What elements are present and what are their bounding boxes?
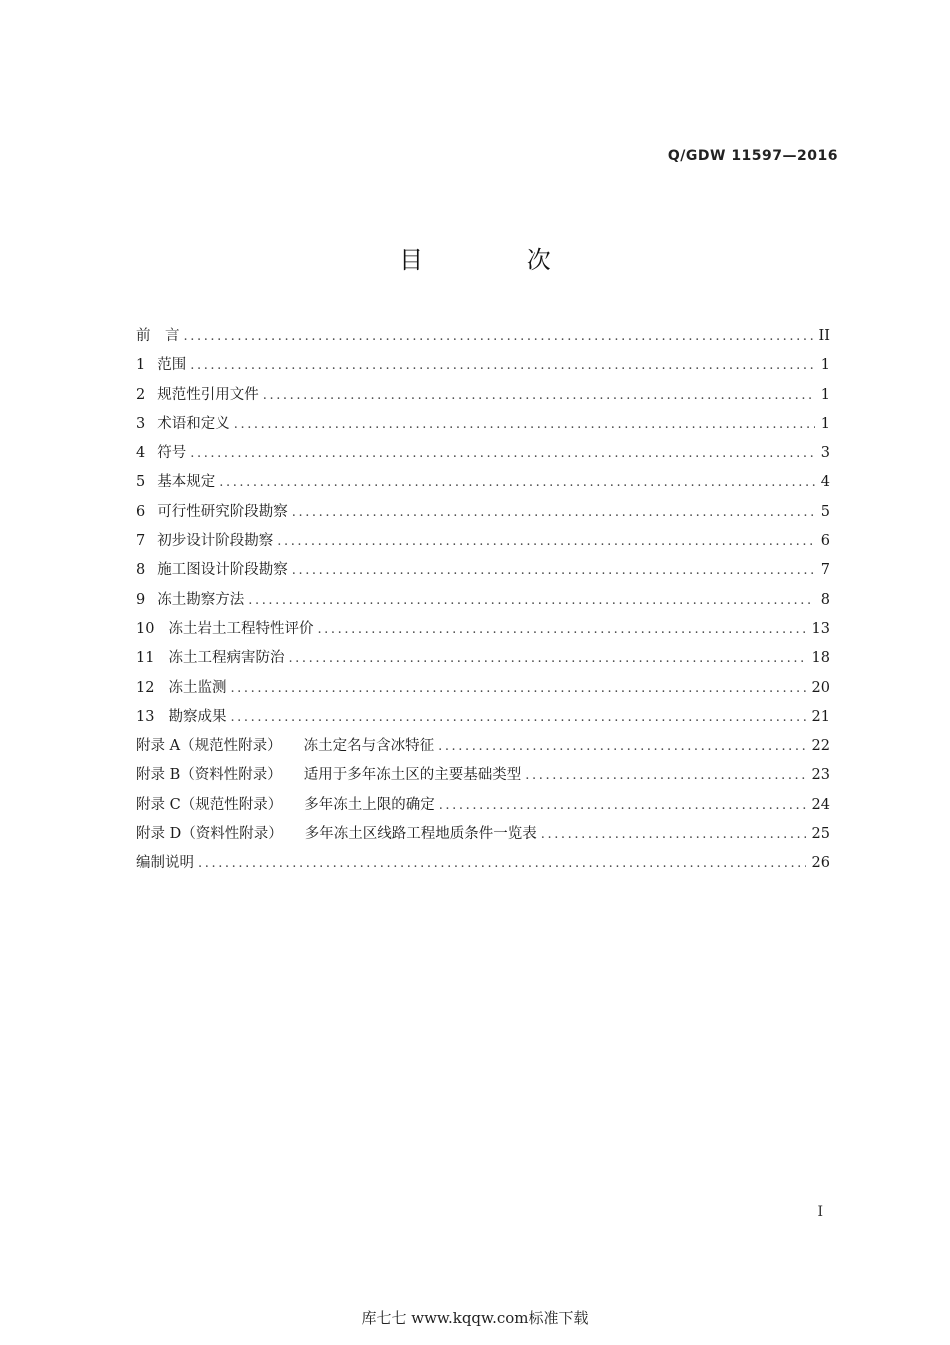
- toc-dot-leader: [292, 498, 815, 527]
- toc-entry-label: 勘察成果: [168, 708, 227, 725]
- toc-entry-label: 冻土勘察方法: [157, 591, 245, 608]
- toc-dot-leader: [234, 410, 815, 439]
- toc-dot-leader: [541, 820, 806, 849]
- toc-entry-1[interactable]: [136, 351, 830, 380]
- toc-dot-leader: [317, 615, 805, 644]
- toc-entry-page: 4: [820, 474, 830, 491]
- toc-entry-number: 7: [136, 533, 146, 550]
- toc-dot-leader: [525, 761, 805, 790]
- toc-entry-page: 23: [811, 767, 830, 784]
- toc-entry-page: 25: [811, 826, 830, 843]
- toc-entry-label: 施工图设计阶段勘察: [157, 562, 288, 579]
- toc-entry-10[interactable]: [136, 615, 830, 644]
- toc-entry-label: 冻土工程病害防治: [168, 650, 285, 667]
- toc-dot-leader: [219, 468, 815, 497]
- toc-entry-page: 1: [820, 415, 830, 432]
- toc-entry-label: 多年冻土区线路工程地质条件一览表: [304, 826, 537, 843]
- document-code: Q/GDW 11597—2016: [667, 148, 838, 164]
- toc-entry-number: 12: [136, 679, 155, 696]
- toc-entry-number: 4: [136, 445, 146, 462]
- toc-entry-2[interactable]: [136, 381, 830, 410]
- toc-entry-label: 适用于多年冻土区的主要基础类型: [303, 767, 522, 784]
- toc-entry-label: 术语和定义: [157, 415, 230, 432]
- toc-entry-appendix-b[interactable]: [136, 761, 830, 790]
- toc-entry-number: 1: [136, 357, 146, 374]
- toc-dot-leader: [184, 322, 813, 351]
- toc-entry-number: 9: [136, 591, 146, 608]
- toc-entry-number: 13: [136, 708, 155, 725]
- toc-entry-appendix-a[interactable]: [136, 732, 830, 761]
- toc-entry-number: 10: [136, 620, 155, 637]
- footer-watermark: 库七七 www.kqqw.com标准下载: [361, 1309, 589, 1327]
- toc-entry-page: 8: [820, 591, 830, 608]
- toc-entry-number: 11: [136, 650, 155, 667]
- toc-dot-leader: [248, 586, 815, 615]
- toc-entry-appendix-c[interactable]: [136, 791, 830, 820]
- toc-dot-leader: [190, 351, 815, 380]
- toc-entry-page: II: [818, 328, 830, 344]
- toc-entry-6[interactable]: [136, 498, 830, 527]
- toc-entry-number: 2: [136, 386, 146, 403]
- toc-entry-page: 18: [811, 650, 830, 667]
- toc-entry-number: 附录 B（资料性附录）: [136, 767, 282, 784]
- toc-dot-leader: [198, 849, 806, 878]
- toc-entry-label: 符号: [157, 445, 187, 462]
- toc-entry-4[interactable]: [136, 439, 830, 468]
- toc-entry-label: 前 言: [136, 328, 180, 344]
- toc-entry-8[interactable]: [136, 556, 830, 585]
- toc-list: [136, 322, 830, 879]
- toc-dot-leader: [438, 732, 805, 761]
- toc-entry-foreword[interactable]: [136, 322, 830, 351]
- toc-entry-compilation-notes[interactable]: [136, 849, 830, 878]
- toc-entry-9[interactable]: [136, 586, 830, 615]
- toc-dot-leader: [230, 674, 805, 703]
- toc-entry-number: 6: [136, 503, 146, 520]
- toc-entry-3[interactable]: [136, 410, 830, 439]
- toc-entry-label: 规范性引用文件: [157, 386, 259, 403]
- toc-entry-11[interactable]: [136, 644, 830, 673]
- toc-entry-7[interactable]: [136, 527, 830, 556]
- toc-entry-page: 20: [811, 679, 830, 696]
- toc-entry-page: 26: [811, 855, 830, 872]
- toc-entry-page: 3: [820, 445, 830, 462]
- toc-entry-page: 6: [820, 533, 830, 550]
- toc-entry-number: 附录 D（资料性附录）: [136, 826, 283, 843]
- toc-entry-label: 基本规定: [157, 474, 216, 491]
- toc-entry-12[interactable]: [136, 674, 830, 703]
- toc-dot-leader: [277, 527, 815, 556]
- toc-dot-leader: [230, 703, 805, 732]
- page-number: I: [817, 1204, 823, 1220]
- toc-entry-number: 3: [136, 415, 146, 432]
- toc-entry-page: 22: [811, 738, 830, 755]
- toc-entry-13[interactable]: [136, 703, 830, 732]
- toc-entry-number: 5: [136, 474, 146, 491]
- toc-dot-leader: [263, 381, 815, 410]
- toc-title: 目 次: [399, 246, 599, 274]
- toc-entry-page: 1: [820, 357, 830, 374]
- toc-entry-label: 冻土定名与含冰特征: [303, 738, 435, 755]
- toc-entry-label: 可行性研究阶段勘察: [157, 503, 288, 520]
- toc-entry-label: 冻土监测: [168, 679, 227, 696]
- toc-entry-page: 21: [811, 708, 830, 725]
- toc-entry-5[interactable]: [136, 468, 830, 497]
- toc-entry-number: 附录 C（规范性附录）: [136, 796, 283, 813]
- toc-entry-label: 冻土岩土工程特性评价: [168, 620, 314, 637]
- toc-entry-page: 24: [811, 796, 830, 813]
- toc-dot-leader: [439, 791, 806, 820]
- toc-entry-label: 范围: [157, 357, 187, 374]
- toc-entry-page: 1: [820, 386, 830, 403]
- toc-entry-label: 编制说明: [136, 855, 194, 872]
- toc-entry-appendix-d[interactable]: [136, 820, 830, 849]
- toc-dot-leader: [292, 556, 815, 585]
- toc-dot-leader: [190, 439, 815, 468]
- toc-entry-page: 13: [811, 620, 830, 637]
- toc-entry-page: 5: [820, 503, 830, 520]
- toc-entry-label: 初步设计阶段勘察: [157, 533, 274, 550]
- toc-dot-leader: [288, 644, 805, 673]
- toc-entry-label: 多年冻土上限的确定: [304, 796, 435, 813]
- toc-entry-page: 7: [820, 562, 830, 579]
- toc-entry-number: 附录 A（规范性附录）: [136, 738, 282, 755]
- toc-entry-number: 8: [136, 562, 146, 579]
